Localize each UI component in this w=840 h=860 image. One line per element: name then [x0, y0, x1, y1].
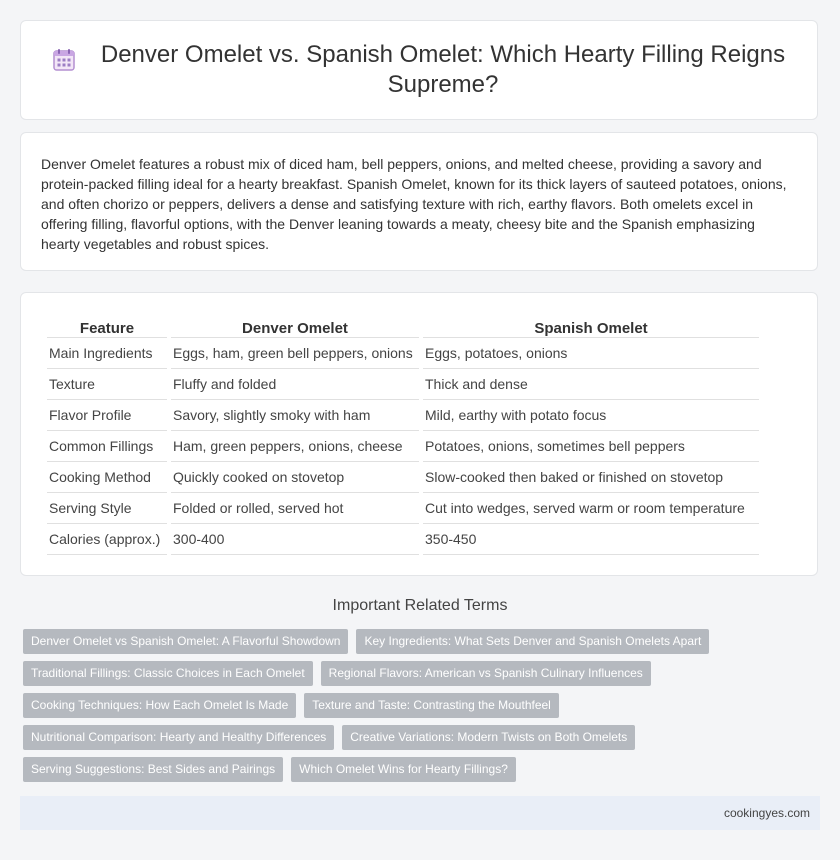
table-cell-feature: Cooking Method [47, 462, 167, 493]
related-term-tag[interactable]: Cooking Techniques: How Each Omelet Is Made [23, 693, 296, 718]
header-card [20, 20, 818, 120]
column-header-denver: Denver Omelet [171, 317, 419, 338]
footer [20, 796, 820, 830]
related-term-tag[interactable]: Texture and Taste: Contrasting the Mouthfeel [304, 693, 559, 718]
table-cell-denver: Ham, green peppers, onions, cheese [171, 431, 419, 462]
related-term-tag[interactable]: Which Omelet Wins for Hearty Fillings? [291, 757, 516, 782]
intro-card [20, 132, 818, 271]
related-terms-title: Important Related Terms [332, 597, 508, 614]
table-cell-denver: Fluffy and folded [171, 369, 419, 400]
table-card [20, 292, 818, 576]
table-cell-spanish: Cut into wedges, served warm or room temperature [423, 493, 759, 524]
table-row [47, 338, 759, 369]
table-cell-feature: Texture [47, 369, 167, 400]
table-row [47, 431, 759, 462]
related-term-tag[interactable]: Key Ingredients: What Sets Denver and Spanish Omelets Apart [356, 629, 709, 654]
table-cell-feature: Main Ingredients [47, 338, 167, 369]
table-row [47, 400, 759, 431]
table-cell-spanish: 350-450 [423, 524, 759, 555]
related-term-tag[interactable]: Regional Flavors: American vs Spanish Culinary Influences [321, 661, 651, 686]
related-term-tag[interactable]: Denver Omelet vs Spanish Omelet: A Flavorful Showdown [23, 629, 348, 654]
column-header-feature: Feature [47, 317, 167, 338]
table-cell-spanish: Eggs, potatoes, onions [423, 338, 759, 369]
header [21, 21, 817, 119]
table-header-row [47, 317, 759, 338]
table-cell-denver: Quickly cooked on stovetop [171, 462, 419, 493]
intro-text: Denver Omelet features a robust mix of diced ham, bell peppers, onions, and melted cheese, providing a savory and protein-packed filling ideal for a hearty breakfast. Spanish Omelet, known for its thick layers of sauteed potatoes, onions, and often chorizo or peppers, delivers a dense and satisfying texture with rich, earthy flavors. Both omelets excel in offering filling, flavorful options, with the Denver leaning towards a meaty, cheesy bite and the Spanish emphasizing hearty vegetables and robust spices. [41, 156, 787, 252]
table-cell-feature: Serving Style [47, 493, 167, 524]
table-cell-spanish: Potatoes, onions, sometimes bell peppers [423, 431, 759, 462]
table-row [47, 524, 759, 555]
table-cell-denver: 300-400 [171, 524, 419, 555]
related-terms-tags [23, 629, 813, 782]
table-cell-feature: Common Fillings [47, 431, 167, 462]
related-term-tag[interactable]: Creative Variations: Modern Twists on Both Omelets [342, 725, 635, 750]
footer-site-name: cookingyes.com [723, 806, 810, 820]
table-cell-spanish: Thick and dense [423, 369, 759, 400]
related-term-tag[interactable]: Traditional Fillings: Classic Choices in Each Omelet [23, 661, 313, 686]
table-row [47, 493, 759, 524]
table-row [47, 462, 759, 493]
table-cell-spanish: Mild, earthy with potato focus [423, 400, 759, 431]
related-term-tag[interactable]: Serving Suggestions: Best Sides and Pairings [23, 757, 283, 782]
comparison-table [43, 317, 763, 555]
table-cell-spanish: Slow-cooked then baked or finished on stovetop [423, 462, 759, 493]
table-cell-denver: Folded or rolled, served hot [171, 493, 419, 524]
table-cell-feature: Flavor Profile [47, 400, 167, 431]
column-header-spanish: Spanish Omelet [423, 317, 759, 338]
table-cell-feature: Calories (approx.) [47, 524, 167, 555]
related-term-tag[interactable]: Nutritional Comparison: Hearty and Healthy Differences [23, 725, 334, 750]
page-title: Denver Omelet vs. Spanish Omelet: Which Hearty Filling Reigns Supreme? [100, 41, 786, 98]
calendar-icon [51, 47, 77, 73]
table-cell-denver: Eggs, ham, green bell peppers, onions [171, 338, 419, 369]
table-cell-denver: Savory, slightly smoky with ham [171, 400, 419, 431]
table-row [47, 369, 759, 400]
